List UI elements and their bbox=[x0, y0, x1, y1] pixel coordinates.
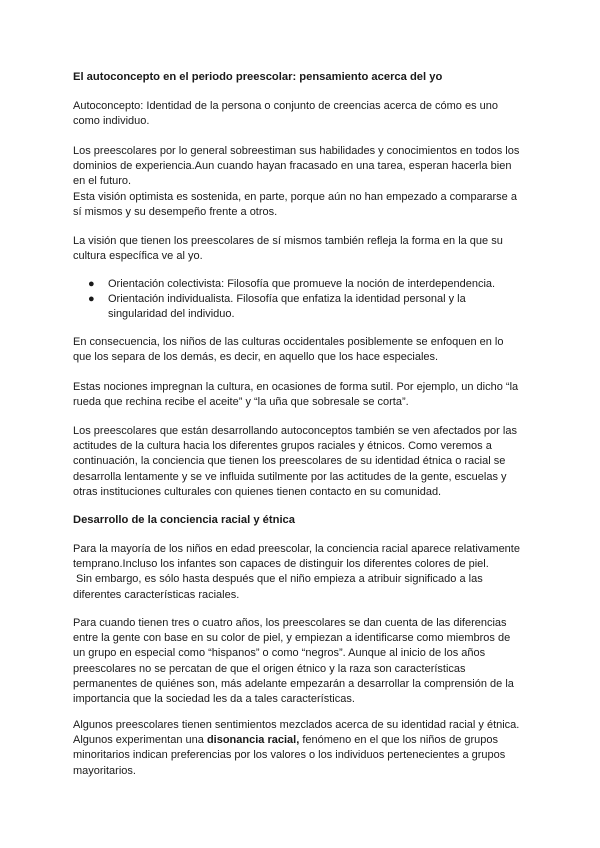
heading-conciencia-racial: Desarrollo de la conciencia racial y étnica bbox=[73, 514, 295, 526]
paragraph-culture bbox=[73, 234, 533, 264]
text-line: Sin embargo, es sólo hasta después que el niño empieza a atribuir significado a las bbox=[73, 573, 483, 586]
text-line: desarrolla lentamente y se ve influida sutilmente por las actitudes de la gente, escuelas y bbox=[73, 470, 507, 483]
text-line: La visión que tienen los preescolares de sí mismos también refleja la forma en la que su bbox=[73, 235, 503, 247]
text-line: Para la mayoría de los niños en edad preescolar, la conciencia racial aparece relativamente bbox=[73, 543, 520, 555]
text-line: continuación, la conciencia que tienen los preescolares de su identidad étnica o racial se bbox=[73, 455, 506, 468]
text-line: Estas nociones impregnan la cultura, en ocasiones de forma sutil. Por ejemplo, un dicho “la bbox=[73, 381, 519, 393]
text-line: Para cuando tienen tres o cuatro años, los preescolares se dan cuenta de las diferencias bbox=[73, 617, 507, 629]
bullet-icon: ● bbox=[88, 293, 95, 306]
text-line: Esta visión optimista es sostenida, en parte, porque aún no han empezado a compararse a bbox=[73, 190, 517, 203]
paragraph-three-four-years bbox=[73, 616, 533, 707]
text-line: Autoconcepto: Identidad de la persona o conjunto de creencias acerca de cómo es uno bbox=[73, 100, 499, 112]
text-line: En consecuencia, los niños de las culturas occidentales posiblemente se enfoquen en lo bbox=[73, 336, 504, 348]
text-line: Orientación individualista. Filosofía que enfatiza la identidad personal y la bbox=[108, 293, 466, 306]
text-line: un grupo en especial como “hispanos” o como “negros”. Aunque al inicio de los años bbox=[73, 647, 486, 660]
text-line: entre la gente con base en su color de piel, y empiezan a identificarse como miembros de bbox=[73, 632, 511, 645]
text-line: sí mismos y su desempeño frente a otros. bbox=[73, 205, 278, 218]
orientation-list bbox=[86, 277, 526, 323]
text-line: mayoritarios. bbox=[73, 764, 136, 777]
paragraph-dissonance bbox=[73, 718, 533, 779]
list-item bbox=[86, 292, 526, 322]
text-line: en el futuro. bbox=[73, 175, 132, 188]
text-line: Algunos preescolares tienen sentimientos mezclados acerca de su identidad racial y étnica. bbox=[73, 719, 520, 731]
paragraph-attitudes bbox=[73, 424, 533, 500]
paragraph-overestimation bbox=[73, 144, 533, 220]
text-fragment: Algunos experimentan una bbox=[73, 734, 207, 747]
list-item bbox=[86, 277, 526, 292]
text-line bbox=[73, 733, 533, 748]
text-line: Orientación colectivista: Filosofía que promueve la noción de interdependencia. bbox=[108, 278, 496, 290]
text-line: rueda que rechina recibe el aceite” y “la uña que sobresale se corta”. bbox=[73, 396, 409, 409]
heading-autoconcepto: El autoconcepto en el periodo preescolar: pensamiento acerca del yo bbox=[73, 71, 443, 83]
text-line: actitudes de la cultura hacia los diferentes grupos raciales y étnicos. Como veremos a bbox=[73, 440, 492, 453]
text-line: otras instituciones culturales con quienes tienen contacto en su comunidad. bbox=[73, 485, 442, 498]
text-line: singularidad del individuo. bbox=[108, 308, 235, 321]
text-line: Los preescolares que están desarrollando autoconceptos también se ven afectados por las bbox=[73, 425, 517, 437]
paragraph-consequence bbox=[73, 335, 533, 365]
text-line: cultura específica ve al yo. bbox=[73, 250, 203, 263]
text-line: preescolares no se percatan de que el origen étnico y la raza son características bbox=[73, 662, 466, 675]
term-disonancia-racial: disonancia racial, bbox=[206, 734, 300, 747]
text-line: minoritarios indican preferencias por los valores o los individuos pertenecientes a grupos bbox=[73, 749, 506, 762]
text-line: como individuo. bbox=[73, 115, 150, 128]
text-line: dominios de experiencia.Aun cuando hayan fracasado en una tarea, esperan hacerla bien bbox=[73, 160, 512, 173]
text-fragment: fenómeno en el que los niños de grupos bbox=[299, 734, 499, 747]
text-line: permanentes de quiénes son, más adelante empezarán a desarrollar la comprensión de la bbox=[73, 677, 514, 690]
bullet-icon: ● bbox=[88, 278, 95, 290]
text-line: que los separa de los demás, es decir, en aquello que los hace especiales. bbox=[73, 351, 439, 364]
text-line: importancia que la sociedad les da a tales características. bbox=[73, 693, 355, 706]
text-line: Los preescolares por lo general sobreestiman sus habilidades y conocimientos en todos los bbox=[73, 145, 520, 157]
text-line: temprano.Incluso los infantes son capaces de distinguir los diferentes colores de piel. bbox=[73, 558, 489, 571]
text-line: diferentes características raciales. bbox=[73, 588, 240, 601]
paragraph-definition bbox=[73, 99, 533, 129]
paragraph-sayings bbox=[73, 380, 533, 410]
paragraph-racial-awareness bbox=[73, 542, 533, 603]
